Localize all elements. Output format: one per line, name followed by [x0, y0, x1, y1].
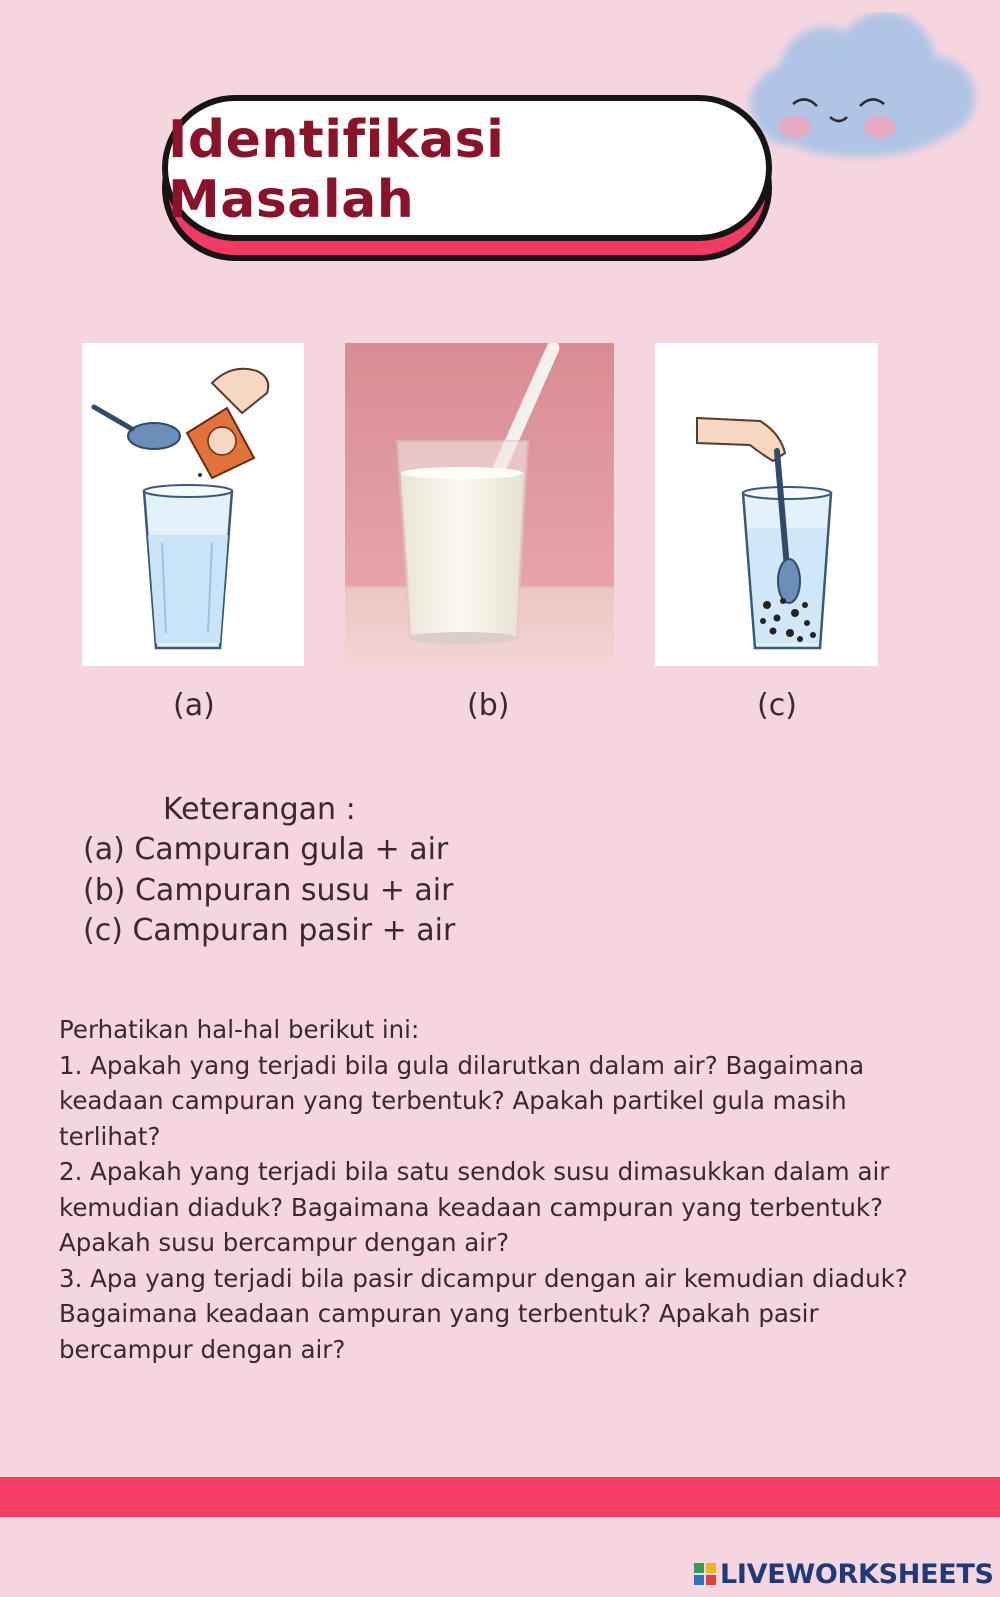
- liveworksheets-icon: [694, 1563, 716, 1585]
- title-banner: [162, 95, 776, 265]
- liveworksheets-logo[interactable]: [694, 1557, 994, 1591]
- legend-item-c: (c) Campuran pasir + air: [83, 913, 456, 948]
- caption-a: (a): [173, 688, 215, 723]
- photo-milk-glass: [345, 343, 614, 666]
- footer-bar: [0, 1477, 1000, 1517]
- question-3: 3. Apa yang terjadi bila pasir dicampur dengan air kemudian diaduk? Bagaimana keadaan campuran yang terbentuk? Apakah pasir bercampur dengan air?: [59, 1263, 908, 1364]
- illustration-sand-water: [655, 343, 878, 666]
- questions-block: [59, 1012, 939, 1367]
- question-2: 2. Apakah yang terjadi bila satu sendok susu dimasukkan dalam air kemudian diaduk? Bagaimana keadaan campuran yang terbentuk? Apakah susu bercampur dengan air?: [59, 1157, 890, 1257]
- question-1: 1. Apakah yang terjadi bila gula dilarutkan dalam air? Bagaimana keadaan campuran yang terbentuk? Apakah partikel gula masih terlihat?: [59, 1050, 865, 1151]
- legend-title: Keterangan :: [163, 792, 356, 827]
- caption-b: (b): [467, 688, 510, 723]
- legend-item-a: (a) Campuran gula + air: [83, 832, 449, 867]
- brand-name: LIVEWORKSHEETS: [720, 1558, 994, 1590]
- illustration-sugar-water: [82, 343, 304, 666]
- page-title: Identifikasi Masalah: [168, 110, 505, 230]
- title-box: [162, 95, 772, 241]
- legend-item-b: (b) Campuran susu + air: [83, 873, 454, 908]
- questions-intro: Perhatikan hal-hal berikut ini:: [59, 1015, 420, 1044]
- caption-c: (c): [757, 688, 797, 723]
